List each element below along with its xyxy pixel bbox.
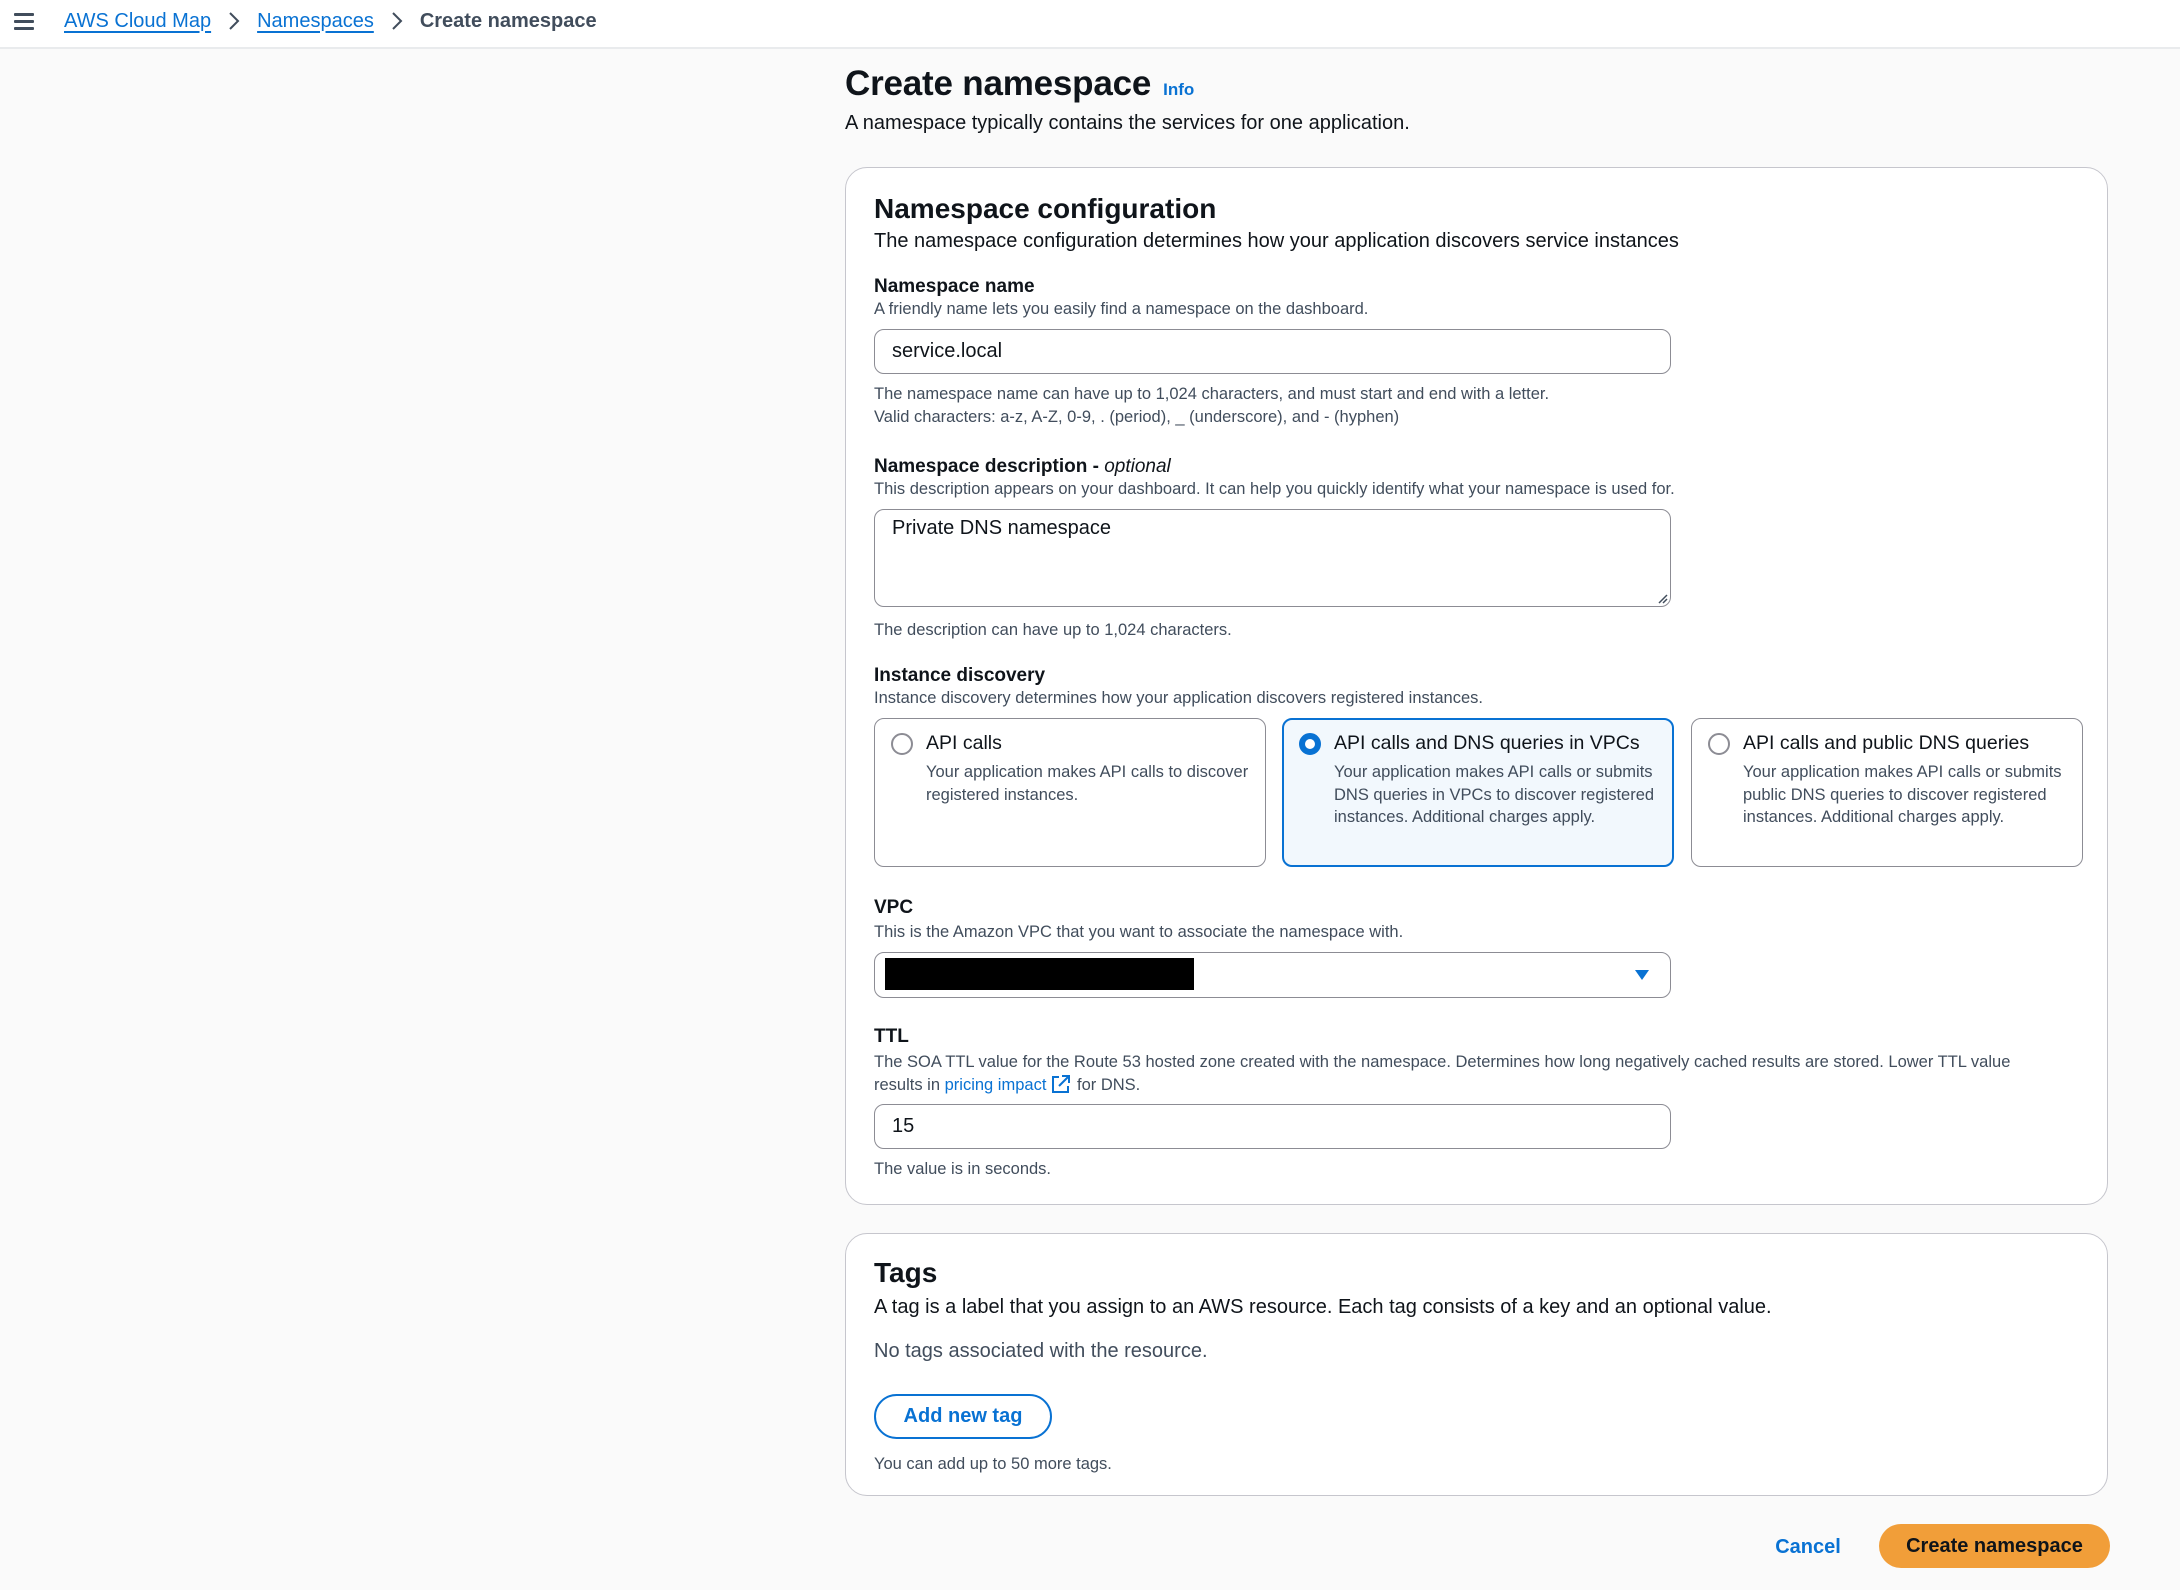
pricing-impact-link[interactable]: pricing impact [944, 1076, 1047, 1094]
tile-description: Your application makes API calls to discover registered instances. [926, 763, 1249, 804]
instance-discovery-tiles [874, 718, 2083, 867]
ttl-description-line: The SOA TTL value for the Route 53 hosted zone created with the namespace. Determines how long negatively cached results are stored. Lower TTL value [874, 1053, 2011, 1071]
tags-description: A tag is a label that you assign to an AWS resource. Each tag consists of a key and an optional value. [874, 1296, 1772, 1318]
page-description: A namespace typically contains the services for one application. [845, 112, 1410, 134]
ttl-input[interactable]: 15 [874, 1104, 1671, 1149]
menu-icon[interactable] [14, 11, 36, 31]
instance-discovery-description: Instance discovery determines how your application discovers registered instances. [874, 689, 1483, 707]
tags-heading: Tags [874, 1257, 938, 1288]
section-description: The namespace configuration determines how your application discovers service instances [874, 230, 1679, 252]
radio-button-selected[interactable] [1299, 733, 1321, 755]
info-link[interactable]: Info [1163, 80, 1195, 99]
namespace-description-textarea[interactable] [874, 509, 1671, 607]
add-new-tag-button[interactable]: Add new tag [874, 1394, 1052, 1439]
constraint-line: The namespace name can have up to 1,024 characters, and must start and end with a letter. [874, 385, 1550, 403]
breadcrumb-current: Create namespace [419, 9, 597, 32]
ttl-label: TTL [874, 1026, 909, 1047]
section-heading: Namespace configuration [874, 193, 1217, 224]
caret-down-icon [1634, 969, 1650, 981]
text: results in [874, 1076, 945, 1094]
radio-button[interactable] [891, 733, 913, 755]
namespace-description-help: This description appears on your dashboard. It can help you quickly identify what your namespace is used for. [874, 480, 1675, 498]
tags-limit: You can add up to 50 more tags. [874, 1455, 1112, 1473]
create-namespace-button[interactable]: Create namespace [1879, 1524, 2110, 1568]
radio-button[interactable] [1708, 733, 1730, 755]
tags-empty-message: No tags associated with the resource. [874, 1340, 1208, 1362]
namespace-name-description: A friendly name lets you easily find a namespace on the dashboard. [874, 300, 1369, 318]
breadcrumb-aws-cloud-map[interactable]: AWS Cloud Map [64, 9, 212, 32]
vpc-description: This is the Amazon VPC that you want to associate the namespace with. [874, 923, 1404, 941]
external-link-icon [1050, 1074, 1072, 1094]
namespace-name-label: Namespace name [874, 276, 1035, 297]
namespace-configuration-panel [845, 167, 2108, 1205]
resize-handle-icon[interactable] [1656, 592, 1668, 604]
instance-discovery-label: Instance discovery [874, 665, 1046, 686]
breadcrumb [64, 9, 597, 33]
namespace-name-input[interactable]: service.local [874, 329, 1671, 374]
tile-api-calls[interactable] [874, 718, 1266, 867]
tile-description: Your application makes API calls or submits public DNS queries to discover registered instances. Additional charges apply. [1743, 763, 2062, 826]
tile-api-calls-and-dns-in-vpcs[interactable] [1282, 718, 1674, 867]
breadcrumb-namespaces[interactable]: Namespaces [257, 9, 374, 32]
tile-description: Your application makes API calls or submits DNS queries in VPCs to discover registered instances. Additional charges apply. [1334, 763, 1655, 826]
redacted-vpc-value [885, 958, 1194, 990]
tile-title: API calls and DNS queries in VPCs [1334, 732, 1640, 754]
vpc-label: VPC [874, 897, 914, 918]
cancel-button[interactable]: Cancel [1775, 1536, 1841, 1558]
textarea-value: Private DNS namespace [892, 517, 1111, 539]
ttl-description-line [874, 1074, 2010, 1097]
namespace-description-constraint: The description can have up to 1,024 characters. [874, 621, 1232, 639]
ttl-description [874, 1051, 2010, 1097]
ttl-constraint: The value is in seconds. [874, 1160, 1052, 1178]
tags-panel [845, 1233, 2108, 1496]
text: for DNS. [1072, 1076, 1141, 1094]
constraint-line: Valid characters: a-z, A-Z, 0-9, . (period), _ (underscore), and - (hyphen) [874, 408, 1400, 426]
tile-title: API calls and public DNS queries [1743, 732, 2030, 754]
chevron-right-icon [211, 9, 257, 33]
page-header [845, 64, 2110, 135]
chevron-right-icon [374, 9, 420, 33]
page-title: Create namespace [845, 64, 1152, 103]
namespace-name-constraint [874, 383, 1549, 429]
tile-title: API calls [926, 732, 1002, 754]
top-navigation-bar [0, 0, 2180, 49]
vpc-select[interactable] [874, 952, 1671, 998]
label-text: Namespace description - [874, 456, 1105, 477]
optional-tag: optional [1104, 456, 1171, 477]
tile-api-calls-and-public-dns[interactable] [1691, 718, 2083, 867]
namespace-description-label [874, 456, 1171, 478]
